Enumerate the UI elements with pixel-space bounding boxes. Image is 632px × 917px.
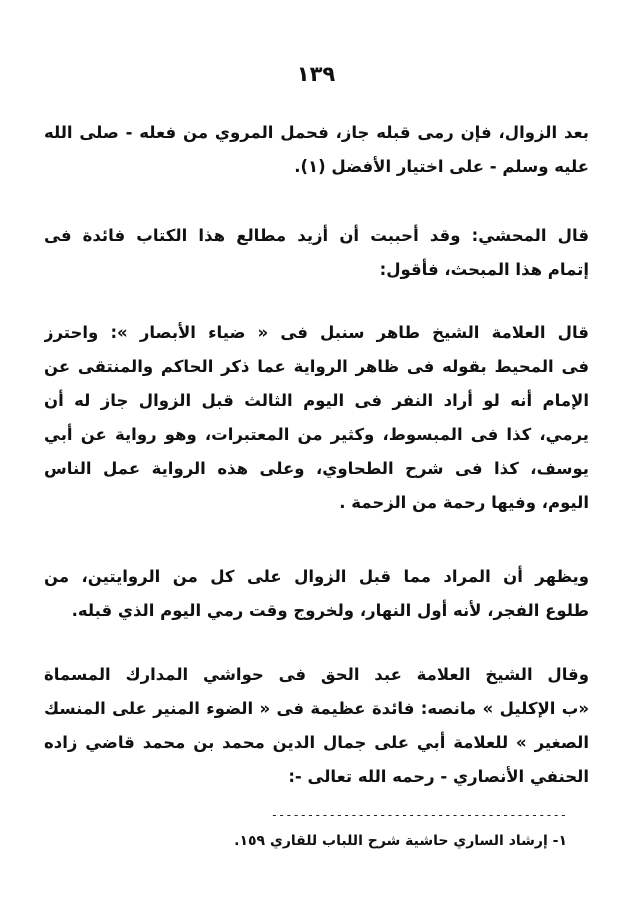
paragraph-line: يوسف، كذا فى شرح الطحاوي، وعلى هذه الرواية عمل الناس [44, 459, 589, 478]
paragraph-line: يرمي، كذا فى المبسوط، وكثير من المعتبرات، وهو رواية عن أبي [44, 425, 589, 444]
paragraph-line: بعد الزوال، فإن رمى قبله جاز، فحمل المروي من فعله - صلى الله [44, 123, 589, 142]
footnote-divider: ----------------------------------------- [270, 808, 567, 822]
paragraph-line: ويظهر أن المراد مما قبل الزوال على كل من الروايتين، من [44, 567, 589, 586]
paragraph-line: «ب الإكليل » مانصه: فائدة عظيمة فى « الضوء المنير على المنسك [44, 699, 589, 718]
paragraph-line: الصغير » للعلامة أبي على جمال الدين محمد بن محمد قاضي زاده [44, 733, 589, 752]
paragraph-4 [44, 560, 589, 628]
paragraph-line: الحنفي الأنصاري - رحمه الله تعالى -: [288, 767, 589, 786]
paragraph-1 [44, 116, 589, 184]
page-number: ١٣٩ [296, 62, 336, 86]
paragraph-line: قال المحشي: وقد أحببت أن أزيد مطالع هذا الكتاب فائدة فى [44, 226, 589, 245]
paragraph-2 [44, 219, 589, 287]
paragraph-line: طلوع الفجر، لأنه أول النهار، ولخروج وقت رمي اليوم الذي قبله. [71, 601, 589, 620]
paragraph-line: وقال الشيخ العلامة عبد الحق فى حواشي المدارك المسماة [44, 665, 589, 684]
paragraph-line: الإمام أنه لو أراد النفر فى اليوم الثالث قبل الزوال جاز له أن [44, 391, 589, 410]
paragraph-line: فى المحيط بقوله فى ظاهر الرواية عما ذكر الحاكم والمنتقى عن [44, 357, 589, 376]
footnote: ١- إرشاد الساري حاشية شرح اللباب للقاري ١٥٩. [234, 833, 567, 849]
paragraph-line: قال العلامة الشيخ طاهر سنبل فى « ضياء الأبصار »: واحترز [44, 323, 589, 342]
paragraph-line: عليه وسلم - على اختيار الأفضل (١). [294, 157, 589, 176]
paragraph-line: اليوم، وفيها رحمة من الزحمة . [339, 493, 589, 512]
paragraph-line: إتمام هذا المبحث، فأقول: [379, 260, 589, 279]
paragraph-5 [44, 658, 589, 794]
paragraph-3 [44, 316, 589, 520]
